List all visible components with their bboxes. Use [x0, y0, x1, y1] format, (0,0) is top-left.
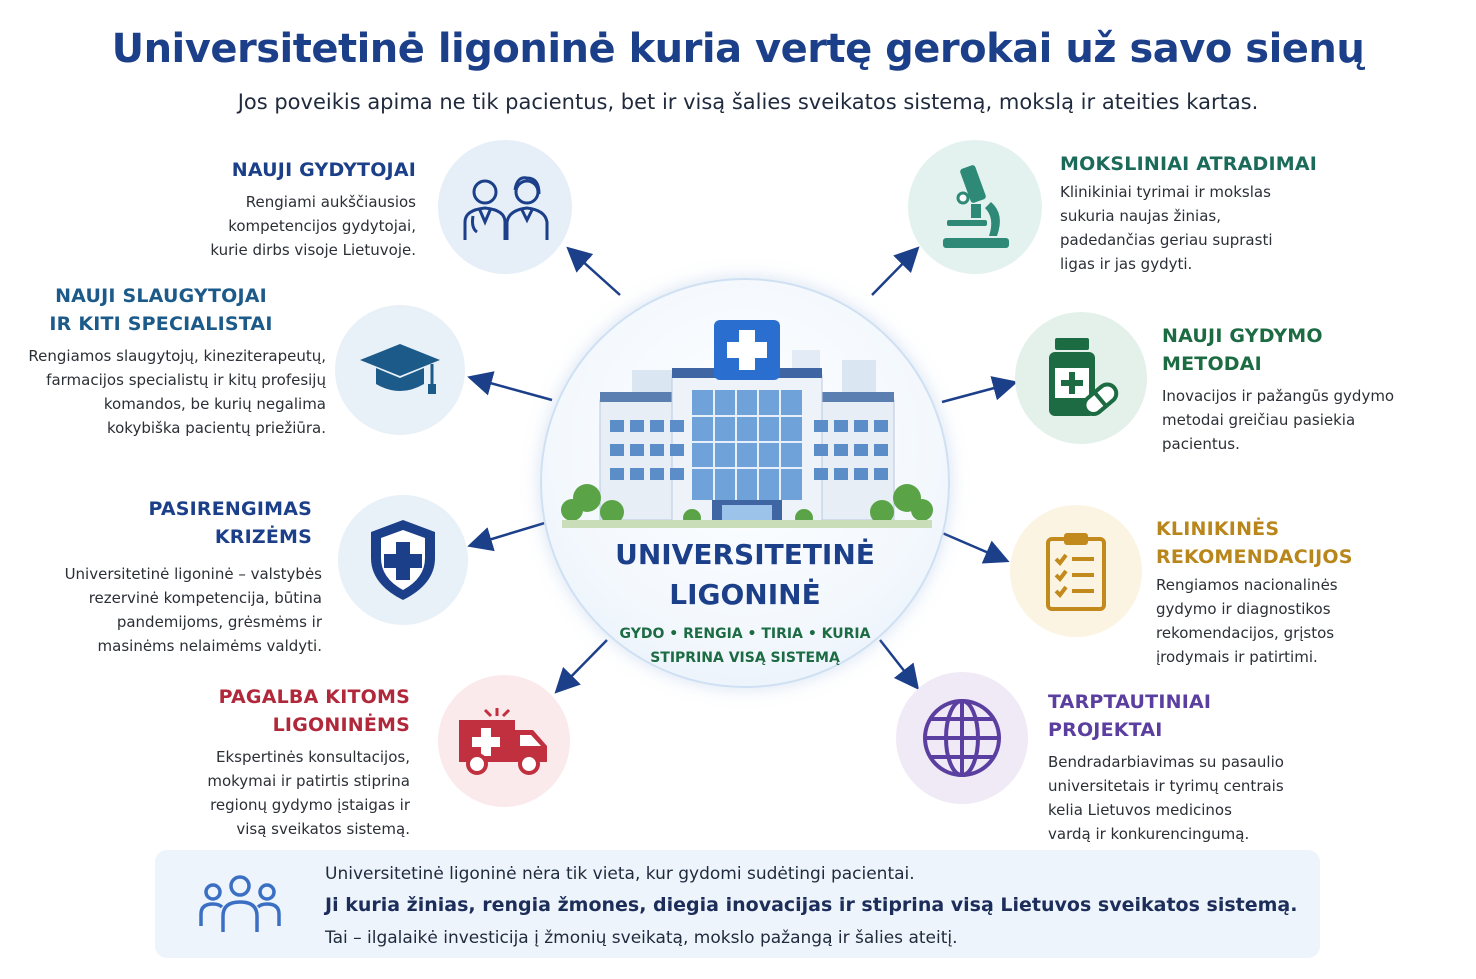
guidelines-title-line1: KLINIKINĖS — [1156, 518, 1280, 540]
nurses-title-line2: IR KITI SPECIALISTAI — [49, 313, 273, 335]
center-title — [540, 535, 950, 615]
doctors-title: NAUJI GYDYTOJAI — [231, 159, 416, 181]
arrow-methods — [942, 383, 1013, 402]
shield-cross-icon — [367, 518, 439, 602]
crisis-description: Universitetinė ligoninė – valstybės rezervinė kompetencija, būtina pandemijoms, grėsmėms ir masinėms nelaimėms valdyti. — [64, 565, 322, 655]
crisis-title-line1: PASIRENGIMAS — [148, 498, 312, 520]
nurses-title-line1: NAUJI SLAUGYTOJAI — [55, 285, 267, 307]
graduation-cap-icon-circle — [335, 305, 465, 435]
hospitals-title-line2: LIGONINĖMS — [272, 714, 410, 736]
footer-line3: Tai – ilgalaikė investicija į žmonių sveikatą, mokslo pažangą ir šalies ateitį. — [325, 928, 958, 948]
medicine-bottle-icon — [1043, 336, 1119, 420]
clipboard-checklist-icon — [1044, 531, 1108, 611]
methods-title-line1: NAUJI GYDYMO — [1162, 325, 1323, 347]
arrow-science — [872, 250, 916, 295]
arrow-doctors — [570, 250, 620, 295]
globe-icon — [921, 697, 1003, 779]
hospitals-title-line1: PAGALBA KITOMS — [218, 686, 410, 708]
crisis-title-line2: KRIZĖMS — [214, 526, 312, 548]
page-title: Universitetinė ligoninė kuria vertę gerokai už savo sienų — [111, 26, 1365, 72]
center-tags — [540, 622, 950, 670]
science-description: Klinikiniai tyrimai ir mokslas sukuria naujas žinias, padedančias geriau suprasti ligas ir jas gydyti. — [1060, 183, 1273, 273]
right-block-international — [1048, 688, 1338, 846]
footer-summary-box — [155, 850, 1320, 958]
left-block-crisis-desc — [20, 562, 322, 658]
international-title-line1: TARPTAUTINIAI — [1048, 691, 1212, 713]
international-title-line2: PROJEKTAI — [1048, 719, 1163, 741]
clipboard-checklist-icon-circle — [1010, 505, 1142, 637]
left-block-nurses-title — [30, 282, 292, 338]
right-block-methods — [1162, 322, 1412, 456]
left-block-doctors — [180, 156, 416, 262]
nurses-description: Rengiamos slaugytojų, kineziterapeutų, farmacijos specialistų ir kitų profesijų komandos, be kurių negalima kokybiška pacientų priežiūra. — [28, 347, 326, 437]
methods-title-line2: METODAI — [1162, 353, 1262, 375]
microscope-icon — [935, 162, 1015, 252]
right-block-science — [1060, 150, 1360, 276]
globe-icon-circle — [896, 672, 1028, 804]
center-tags-line1: GYDO • RENGIA • TIRIA • KURIA — [619, 626, 871, 642]
medicine-bottle-icon-circle — [1015, 312, 1147, 444]
guidelines-title-line2: REKOMENDACIJOS — [1156, 546, 1353, 568]
doctors-icon — [455, 172, 555, 242]
methods-description: Inovacijos ir pažangūs gydymo metodai greičiau pasiekia pacientus. — [1162, 387, 1395, 453]
doctors-icon-circle — [438, 140, 572, 274]
footer-line2: Ji kuria žinias, rengia žmones, diegia inovacijas ir stiprina visą Lietuvos sveikatos sistemą. — [325, 894, 1298, 916]
left-block-hospitals — [150, 683, 410, 841]
center-title-line2: LIGONINĖ — [669, 578, 821, 611]
doctors-description: Rengiami aukščiausios kompetencijos gydytojai, kurie dirbs visoje Lietuvoje. — [210, 193, 416, 259]
center-tags-line2: STIPRINA VISĄ SISTEMĄ — [650, 650, 840, 666]
hospitals-description: Ekspertinės konsultacijos, mokymai ir patirtis stiprina regionų gydymo įstaigas ir visą sveikatos sistemą. — [207, 748, 410, 838]
center-title-line1: UNIVERSITETINĖ — [615, 538, 875, 571]
microscope-icon-circle — [908, 140, 1042, 274]
science-title: MOKSLINIAI ATRADIMAI — [1060, 153, 1318, 175]
people-group-icon — [197, 872, 283, 936]
page-subtitle: Jos poveikis apima ne tik pacientus, bet ir visą šalies sveikatos sistemą, mokslą ir ateities kartas. — [237, 90, 1259, 114]
graduation-cap-icon — [358, 340, 442, 400]
guidelines-description: Rengiamos nacionalinės gydymo ir diagnostikos rekomendacijos, grįstos įrodymais ir patirtimi. — [1156, 576, 1338, 666]
left-block-nurses-desc — [20, 344, 326, 440]
shield-cross-icon-circle — [338, 495, 468, 625]
left-block-crisis — [40, 495, 312, 551]
right-block-guidelines — [1156, 515, 1416, 669]
arrow-crisis — [472, 522, 548, 545]
international-description: Bendradarbiavimas su pasaulio universitetais ir tyrimų centrais kelia Lietuvos medicinos vardą ir konkurencingumą. — [1048, 753, 1284, 843]
ambulance-icon-circle — [438, 675, 570, 807]
ambulance-icon — [457, 706, 551, 776]
footer-line1: Universitetinė ligoninė nėra tik vieta, kur gydomi sudėtingi pacientai. — [325, 864, 915, 884]
arrow-nurses — [472, 378, 552, 400]
